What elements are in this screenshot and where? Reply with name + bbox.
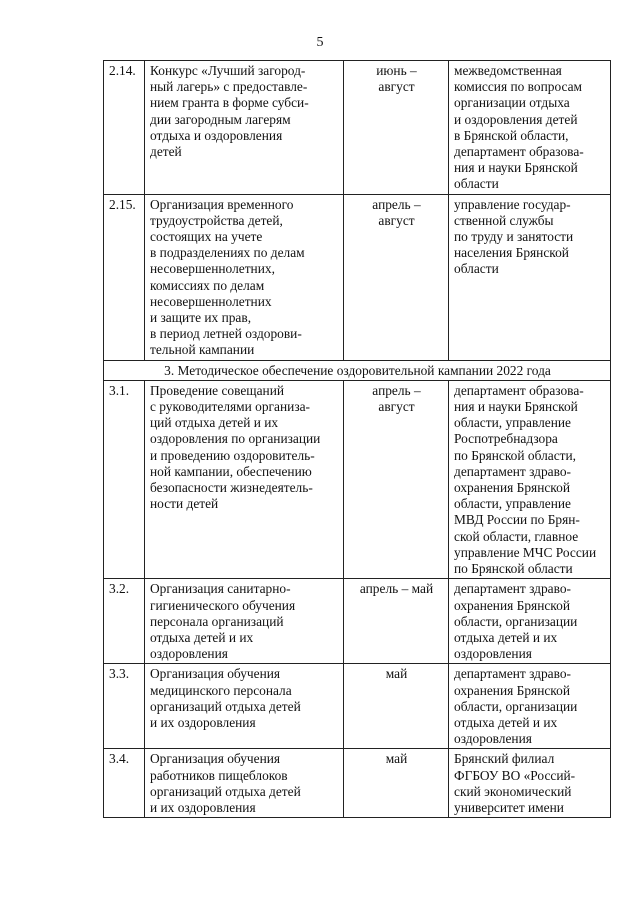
responsible-parties-line: населения Брянской [454,245,569,261]
activity-name-line: ности детей [150,496,219,512]
responsible-parties-line: управление МЧС России [454,544,597,560]
period-line: апрель – [372,196,421,212]
period-line: август [378,399,415,415]
period [344,380,449,578]
responsible-parties-line: отдыха детей и их [454,629,558,645]
activity-name-line: нием гранта в форме субси- [150,95,309,111]
section-heading-row [104,360,611,380]
period-line: апрель – май [359,581,434,597]
table-row [104,664,611,749]
responsible-parties-line: отдыха детей и их [454,714,558,730]
activity-name-line: работников пищеблоков [150,767,288,783]
period [344,194,449,360]
activity-name [145,380,344,578]
activity-name [145,61,344,195]
activity-name-line: и защите их прав, [150,310,252,326]
section-heading: 3. Методическое обеспечение оздоровительной кампании 2022 года [104,360,611,380]
row-number: 2.14. [104,61,145,195]
period-line: август [378,79,415,95]
row-number: 3.4. [104,749,145,818]
responsible-parties-line: межведомственная [454,63,562,78]
responsible-parties-line: охранения Брянской [454,597,570,613]
activity-name-line: оздоровления [150,646,228,662]
row-number: 3.3. [104,664,145,749]
responsible-parties [449,61,611,195]
responsible-parties [449,664,611,749]
period-line: апрель – [372,382,421,398]
activity-name-line: и их оздоровления [150,799,256,815]
page-number: 5 [316,35,324,50]
activity-name-line: Организация временного [150,196,294,212]
activity-name-line: и их оздоровления [150,714,256,730]
responsible-parties-line: по труду и занятости [454,229,574,245]
table-row [104,61,611,195]
activity-name-line: отдыха и оздоровления [150,127,283,143]
activity-name-line: в подразделениях по делам [150,245,305,261]
responsible-parties-line: охранения Брянской [454,480,570,496]
activity-name-line: трудоустройства детей, [150,212,283,228]
responsible-parties-line: департамент здраво- [454,666,572,682]
activity-name-line: детей [150,144,182,160]
responsible-parties-line: оздоровления [454,731,532,747]
responsible-parties-line: ФГБОУ ВО «Россий- [454,767,576,783]
activity-name-line: безопасности жизнедеятель- [150,480,313,496]
period-line: август [378,212,415,228]
activity-name-line: ный лагерь» с предоставле- [150,79,308,95]
responsible-parties-line: комиссия по вопросам [454,79,583,95]
activity-name-line: гигиенического обучения [150,597,296,613]
responsible-parties-line: департамент образова- [454,144,584,160]
period-line: май [385,666,408,682]
activity-name-line: Конкурс «Лучший загород- [150,63,306,78]
table-body-bottom [104,380,611,817]
activity-name-line: ций отдыха детей и их [150,415,279,431]
responsible-parties-line: управление государ- [454,196,571,212]
responsible-parties-line: Брянский филиал [454,751,555,767]
activity-name-line: оздоровления по организации [150,431,321,447]
row-number: 3.1. [104,380,145,578]
activity-name-line: и проведению оздоровитель- [150,447,315,463]
table-row [104,749,611,818]
activity-name-line: медицинского персонала [150,682,292,698]
period [344,749,449,818]
activity-name [145,664,344,749]
responsible-parties-line: области, организации [454,613,578,629]
table-row [104,579,611,664]
responsible-parties-line: департамент здраво- [454,463,572,479]
period-line: май [385,751,408,767]
activity-name-line: ной кампании, обеспечению [150,463,312,479]
responsible-parties-line: области [454,261,499,277]
activity-name-line: организаций отдыха детей [150,698,301,714]
period [344,579,449,664]
activity-name-line: Организация обучения [150,666,281,682]
responsible-parties-line: ственной службы [454,212,554,228]
responsible-parties [449,194,611,360]
activity-name [145,579,344,664]
responsible-parties [449,380,611,578]
responsible-parties-line: МВД России по Брян- [454,512,580,528]
section-heading-body [104,360,611,380]
responsible-parties-line: области, управление [454,415,572,431]
table-row [104,194,611,360]
activity-name-line: несовершеннолетних [150,293,272,309]
activity-name-line: дии загородным лагерям [150,111,291,127]
period [344,664,449,749]
activity-name-line: организаций отдыха детей [150,783,301,799]
activity-name [145,194,344,360]
activity-plan-table [103,60,611,818]
responsible-parties-line: департамент здраво- [454,581,572,597]
activity-name-line: Организация санитарно- [150,581,291,597]
row-number: 2.15. [104,194,145,360]
responsible-parties-line: оздоровления [454,646,532,662]
responsible-parties-line: в Брянской области, [454,127,569,143]
responsible-parties-line: ской области, главное [454,528,579,544]
responsible-parties-line: по Брянской области, [454,447,577,463]
responsible-parties-line: Роспотребнадзора [454,431,558,447]
period [344,61,449,195]
table-body-top [104,61,611,361]
responsible-parties-line: ский экономический [454,783,572,799]
activity-name-line: в период летней оздорови- [150,326,302,342]
responsible-parties-line: области, организации [454,698,578,714]
responsible-parties-line: охранения Брянской [454,682,570,698]
activity-name-line: Проведение совещаний [150,382,285,398]
responsible-parties-line: организации отдыха [454,95,570,111]
activity-name-line: персонала организаций [150,613,284,629]
activity-name-line: состоящих на учете [150,229,263,245]
activity-name-line: с руководителями организа- [150,399,311,415]
responsible-parties-line: университет имени [454,799,564,815]
responsible-parties-line: департамент образова- [454,382,584,398]
activity-name-line: комиссиях по делам [150,277,265,293]
responsible-parties-line: по Брянской области [454,561,573,577]
responsible-parties-line: области, управление [454,496,572,512]
activity-name-line: отдыха детей и их [150,629,254,645]
activity-name-line: тельной кампании [150,342,255,358]
activity-name-line: несовершеннолетних, [150,261,275,277]
row-number: 3.2. [104,579,145,664]
responsible-parties-line: ния и науки Брянской [454,399,578,415]
table-row [104,380,611,578]
responsible-parties [449,579,611,664]
activity-name-line: Организация обучения [150,751,281,767]
period-line: июнь – [376,63,417,78]
responsible-parties-line: ния и науки Брянской [454,160,578,176]
activity-name [145,749,344,818]
responsible-parties-line: и оздоровления детей [454,111,578,127]
responsible-parties [449,749,611,818]
responsible-parties-line: области [454,176,499,192]
